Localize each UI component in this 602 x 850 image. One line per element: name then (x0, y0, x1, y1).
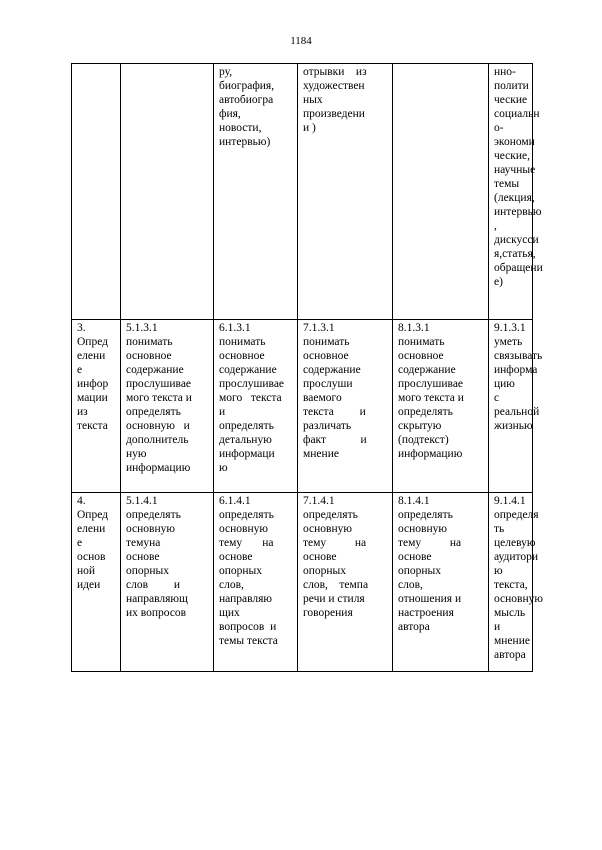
table-cell: 6.1.3.1 понимать основное содержание прослушивае мого текста и определять детальную информаци ю (214, 320, 298, 493)
table-cell: 9.1.3.1 уметь связывать информа цию с реальной жизнью (489, 320, 533, 493)
table-cell: 7.1.4.1 определять основную тему на основе опорных слов, темпа речи и стиля говорения (298, 493, 393, 672)
table-row (72, 320, 533, 493)
table-cell: 5.1.4.1 определять основную темуна основе опорных слов и направляющ их вопросов (121, 493, 214, 672)
table-cell (72, 64, 121, 320)
table-cell: 5.1.3.1 понимать основное содержание прослушивае мого текста и определять основную и дополнитель ную информацию (121, 320, 214, 493)
table-row (72, 493, 533, 672)
page-number: 1184 (290, 35, 312, 47)
table-cell: 3. Опред елени е инфор мации из текста (72, 320, 121, 493)
table-cell: 9.1.4.1 определя ть целевую аудитори ю текста, основную мысль и мнение автора (489, 493, 533, 672)
table-cell: ру, биография, автобиогра фия, новости, интервью) (214, 64, 298, 320)
table-cell: отрывки из художествен ных произведени и ) (298, 64, 393, 320)
table-cell: 7.1.3.1 понимать основное содержание прослуши ваемого текста и различать факт и мнение (298, 320, 393, 493)
table-cell (393, 64, 489, 320)
table-row (72, 64, 533, 320)
table-cell (121, 64, 214, 320)
table-cell: 4. Опред елени е основ ной идеи (72, 493, 121, 672)
table-cell: нно- полити ческие социальн о- экономи ческие, научные темы (лекция, интервью , дискусси я,статья, обращени е) (489, 64, 533, 320)
table-cell: 6.1.4.1 определять основную тему на основе опорных слов, направляю щих вопросов и темы текста (214, 493, 298, 672)
curriculum-table (71, 63, 543, 672)
table-cell: 8.1.3.1 понимать основное содержание прослушивае мого текста и определять скрытую (подтекст) информацию (393, 320, 489, 493)
table-cell: 8.1.4.1 определять основную тему на основе опорных слов, отношения и настроения автора (393, 493, 489, 672)
